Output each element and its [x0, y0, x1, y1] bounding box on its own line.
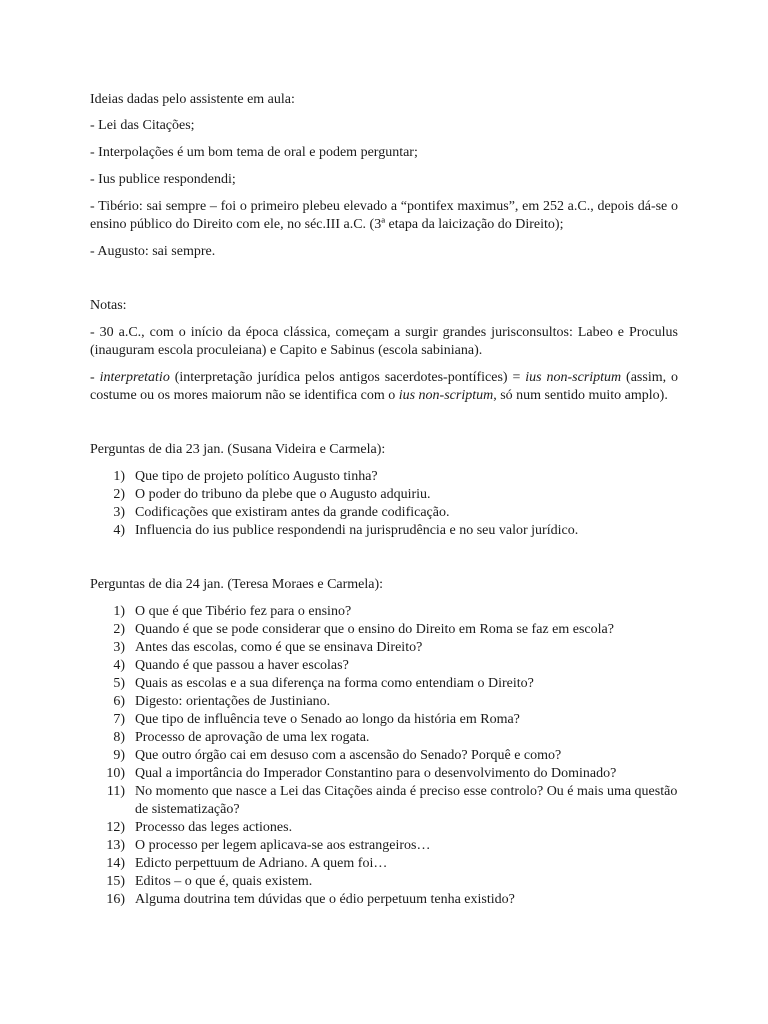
- list-item: [90, 486, 678, 504]
- list-item-text: Edicto perpettuum de Adriano. A quem foi…: [135, 856, 388, 871]
- list-item: [90, 693, 678, 711]
- list-item-number: 1): [113, 604, 125, 619]
- intro-item-interpolacoes: - Interpolações é um bom tema de oral e podem perguntar;: [90, 145, 418, 160]
- list-item: [90, 783, 678, 819]
- notas-item-text: (interpretação jurídica pelos antigos sacerdotes-pontífices) =: [169, 370, 526, 385]
- list-item: [90, 522, 678, 540]
- list-item-number: 11): [106, 784, 125, 799]
- list-item-number: 13): [106, 838, 125, 853]
- list-item: [90, 891, 678, 909]
- list-item: [90, 603, 678, 621]
- intro-item-augusto: - Augusto: sai sempre.: [90, 244, 216, 259]
- list-item: [90, 765, 678, 783]
- list-item-number: 7): [113, 712, 125, 727]
- notas-item-italic: ius non-scriptum: [525, 370, 622, 385]
- list-item: [90, 855, 678, 873]
- notas-item-interpretatio: [90, 369, 678, 405]
- list-item-text: Qual a importância do Imperador Constantino para o desenvolvimento do Dominado?: [135, 766, 617, 781]
- list-item-text: O poder do tribuno da plebe que o Augusto adquiriu.: [135, 487, 431, 502]
- list-item: [90, 747, 678, 765]
- list-item-text: O que é que Tibério fez para o ensino?: [135, 604, 352, 619]
- list-item-number: 4): [113, 658, 125, 673]
- list-item: [90, 729, 678, 747]
- document-content: [90, 91, 678, 909]
- list-item-text: Que tipo de influência teve o Senado ao longo da história em Roma?: [135, 712, 520, 727]
- list-item-number: 2): [113, 487, 125, 502]
- list-item-number: 9): [113, 748, 125, 763]
- list-item-text: Antes das escolas, como é que se ensinava Direito?: [135, 640, 423, 655]
- list-item-number: 10): [106, 766, 125, 781]
- intro-heading: Ideias dadas pelo assistente em aula:: [90, 92, 295, 107]
- notas-item-italic: interpretatio: [99, 370, 170, 385]
- q23-heading: Perguntas de dia 23 jan. (Susana Videira e Carmela):: [90, 442, 386, 457]
- list-item: [90, 639, 678, 657]
- list-item-number: 12): [106, 820, 125, 835]
- list-item: [90, 675, 678, 693]
- list-item-number: 15): [106, 874, 125, 889]
- list-item-text: Processo das leges actiones.: [135, 820, 293, 835]
- intro-item-tiberio: - Tibério: sai sempre – foi o primeiro plebeu elevado a “pontifex maximus”, em 252 a.C., depois dá-se o ensino público do Direito com ele, no séc.III a.C. (3ª etapa da laicização do Direito);: [90, 199, 678, 232]
- notas-heading: Notas:: [90, 298, 127, 313]
- list-item-text: O processo per legem aplicava-se aos estrangeiros…: [135, 838, 431, 853]
- list-item: [90, 621, 678, 639]
- q24-list: [90, 603, 678, 909]
- list-item-text: Que tipo de projeto político Augusto tinha?: [135, 469, 378, 484]
- list-item-text: Influencia do ius publice respondendi na jurisprudência e no seu valor jurídico.: [135, 523, 579, 538]
- intro-item-ius-publice: - Ius publice respondendi;: [90, 172, 236, 187]
- list-item: [90, 657, 678, 675]
- list-item: [90, 819, 678, 837]
- list-item-number: 3): [113, 640, 125, 655]
- notas-item-text: , só num sentido muito amplo).: [493, 388, 668, 403]
- q23-list: [90, 468, 678, 540]
- list-item-text: Codificações que existiram antes da grande codificação.: [135, 505, 450, 520]
- list-item-text: Quais as escolas e a sua diferença na forma como entendiam o Direito?: [135, 676, 534, 691]
- list-item-number: 2): [113, 622, 125, 637]
- list-item-number: 14): [106, 856, 125, 871]
- list-item-text: Editos – o que é, quais existem.: [135, 874, 313, 889]
- list-item-text: Quando é que passou a haver escolas?: [135, 658, 349, 673]
- list-item-number: 8): [113, 730, 125, 745]
- list-item-text: No momento que nasce a Lei das Citações ainda é preciso esse controlo? Ou é mais uma questão de sistematização?: [135, 784, 678, 817]
- notas-item-jurisconsultos: - 30 a.C., com o início da época clássica, começam a surgir grandes jurisconsultos: Labeo e Proculus (inauguram escola proculeiana) e Capito e Sabinus (escola sabiniana).: [90, 325, 678, 358]
- list-item: [90, 837, 678, 855]
- list-item-number: 3): [113, 505, 125, 520]
- list-item-text: Que outro órgão cai em desuso com a ascensão do Senado? Porquê e como?: [135, 748, 562, 763]
- list-item-number: 6): [113, 694, 125, 709]
- notas-item-italic: ius non-scriptum: [398, 388, 494, 403]
- list-item: [90, 504, 678, 522]
- list-item: [90, 468, 678, 486]
- list-item-text: Digesto: orientações de Justiniano.: [135, 694, 331, 709]
- list-item-number: 16): [106, 892, 125, 907]
- q24-heading: Perguntas de dia 24 jan. (Teresa Moraes e Carmela):: [90, 577, 384, 592]
- list-item-number: 5): [113, 676, 125, 691]
- list-item: [90, 711, 678, 729]
- list-item-text: Alguma doutrina tem dúvidas que o édio perpetuum tenha existido?: [135, 892, 515, 907]
- list-item-text: Quando é que se pode considerar que o ensino do Direito em Roma se faz em escola?: [135, 622, 614, 637]
- list-item: [90, 873, 678, 891]
- list-item-number: 4): [113, 523, 125, 538]
- intro-item-lei-citacoes: - Lei das Citações;: [90, 118, 195, 133]
- list-item-text: Processo de aprovação de uma lex rogata.: [135, 730, 370, 745]
- notas-item-text: -: [90, 370, 100, 385]
- list-item-number: 1): [113, 469, 125, 484]
- notas-item-text: (assim, o costume ou os mores maiorum não se identifica com o: [90, 370, 678, 403]
